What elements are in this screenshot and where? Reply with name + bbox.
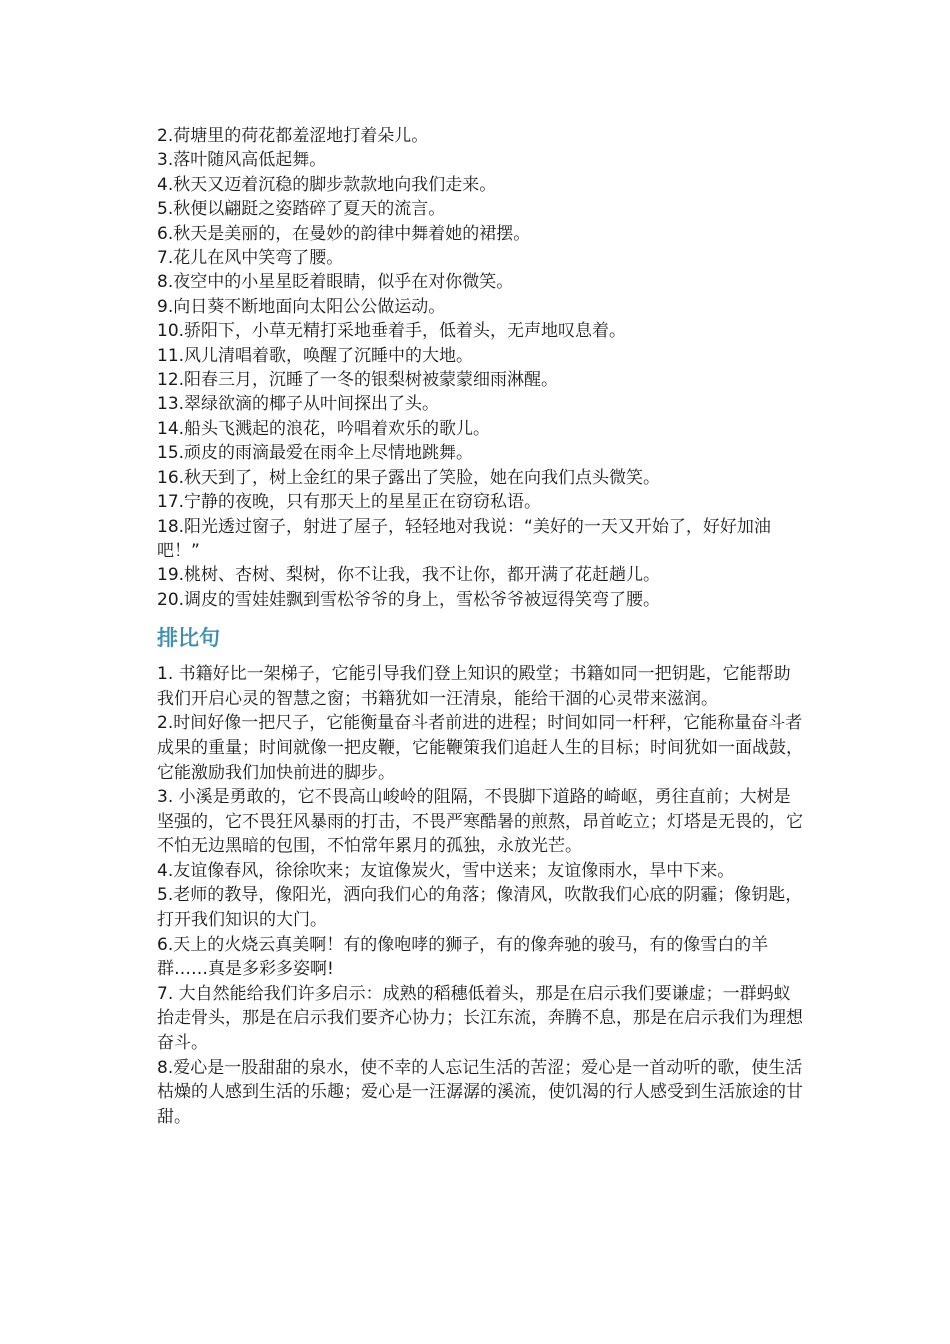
list-item: 7. 大自然能给我们许多启示：成熟的稻穗低着头，那是在启示我们要谦虚；一群蚂蚁抬走骨头，那是在启示我们要齐心协力；长江东流，奔腾不息，那是在启示我们为理想奋斗。 <box>157 983 803 1054</box>
list-item: 13.翠绿欲滴的椰子从叶间探出了头。 <box>157 394 440 415</box>
list-item: 10.骄阳下，小草无精打采地垂着手，低着头，无声地叹息着。 <box>157 321 627 342</box>
list-item: 18.阳光透过窗子，射进了屋子，轻轻地对我说：“美好的一天又开始了，好好加油吧！” <box>157 516 771 561</box>
list-item: 17.宁静的夜晚，只有那天上的星星正在窃窃私语。 <box>157 492 542 513</box>
list-item: 9.向日葵不断地面向太阳公公做运动。 <box>157 296 446 317</box>
list-item: 11.风儿清唱着歌，唤醒了沉睡中的大地。 <box>157 345 474 366</box>
list-item: 20.调皮的雪娃娃飘到雪松爷爷的身上，雪松爷爷被逗得笑弯了腰。 <box>157 589 661 610</box>
list-item: 3.落叶随风高低起舞。 <box>157 150 327 171</box>
list-item: 14.船头飞溅起的浪花，吟唱着欢乐的歌儿。 <box>157 418 491 439</box>
list-item: 8.爱心是一股甜甜的泉水，使不幸的人忘记生活的苦涩；爱心是一首动听的歌，使生活枯燥的人感到生活的乐趣；爱心是一汪潺潺的溪流，使饥渴的行人感受到生活旅途的甘甜。 <box>157 1057 803 1127</box>
parallelism-list <box>157 662 807 1129</box>
section-heading-parallelism: 排比句 <box>157 626 220 651</box>
list-item: 19.桃树、杏树、梨树，你不让我，我不让你，都开满了花赶趟儿。 <box>157 565 661 586</box>
list-item: 12.阳春三月，沉睡了一冬的银梨树被蒙蒙细雨淋醒。 <box>157 370 559 391</box>
list-item: 1. 书籍好比一架梯子，它能引导我们登上知识的殿堂；书籍如同一把钥匙，它能帮助我们开启心灵的智慧之窗；书籍犹如一汪清泉，能给干涸的心灵带来滋润。 <box>157 664 791 709</box>
personification-list <box>157 124 807 612</box>
list-item: 4.友谊像春风，徐徐吹来；友谊像炭火，雪中送来；友谊像雨水，旱中下来。 <box>157 860 735 881</box>
list-item: 2.荷塘里的荷花都羞涩地打着朵儿。 <box>157 126 429 146</box>
list-item: 6.天上的火烧云真美啊！有的像咆哮的狮子，有的像奔驰的骏马，有的像雪白的羊群……真是多彩多姿啊! <box>157 934 769 980</box>
list-item: 4.秋天又迈着沉稳的脚步款款地向我们走来。 <box>157 174 497 195</box>
list-item: 2.时间好像一把尺子，它能衡量奋斗者前进的进程；时间如同一杆秤，它能称量奋斗者成果的重量；时间就像一把皮鞭，它能鞭策我们追赶人生的目标；时间犹如一面战鼓，它能激励我们加快前进的脚步。 <box>157 713 803 783</box>
list-item: 8.夜空中的小星星眨着眼睛，似乎在对你微笑。 <box>157 272 514 293</box>
document-page <box>157 124 807 1129</box>
list-item: 15.顽皮的雨滴最爱在雨伞上尽情地跳舞。 <box>157 443 474 464</box>
list-item: 3. 小溪是勇敢的，它不畏高山峻岭的阻隔，不畏脚下道路的崎岖，勇往直前；大树是坚强的，它不畏狂风暴雨的打击，不畏严寒酷暑的煎熬，昂首屹立；灯塔是无畏的，它不怕无边黑暗的包围，不怕常年累月的孤独，永放光芒。 <box>157 787 803 857</box>
list-item: 16.秋天到了，树上金红的果子露出了笑脸，她在向我们点头微笑。 <box>157 467 661 488</box>
list-item: 5.秋便以翩跹之姿踏碎了夏天的流言。 <box>157 199 446 220</box>
list-item: 5.老师的教导，像阳光，洒向我们心的角落；像清风，吹散我们心底的阴霾；像钥匙，打开我们知识的大门。 <box>157 885 803 931</box>
list-item: 6.秋天是美丽的，在曼妙的韵律中舞着她的裙摆。 <box>157 223 531 244</box>
list-item: 7.花儿在风中笑弯了腰。 <box>157 248 344 269</box>
